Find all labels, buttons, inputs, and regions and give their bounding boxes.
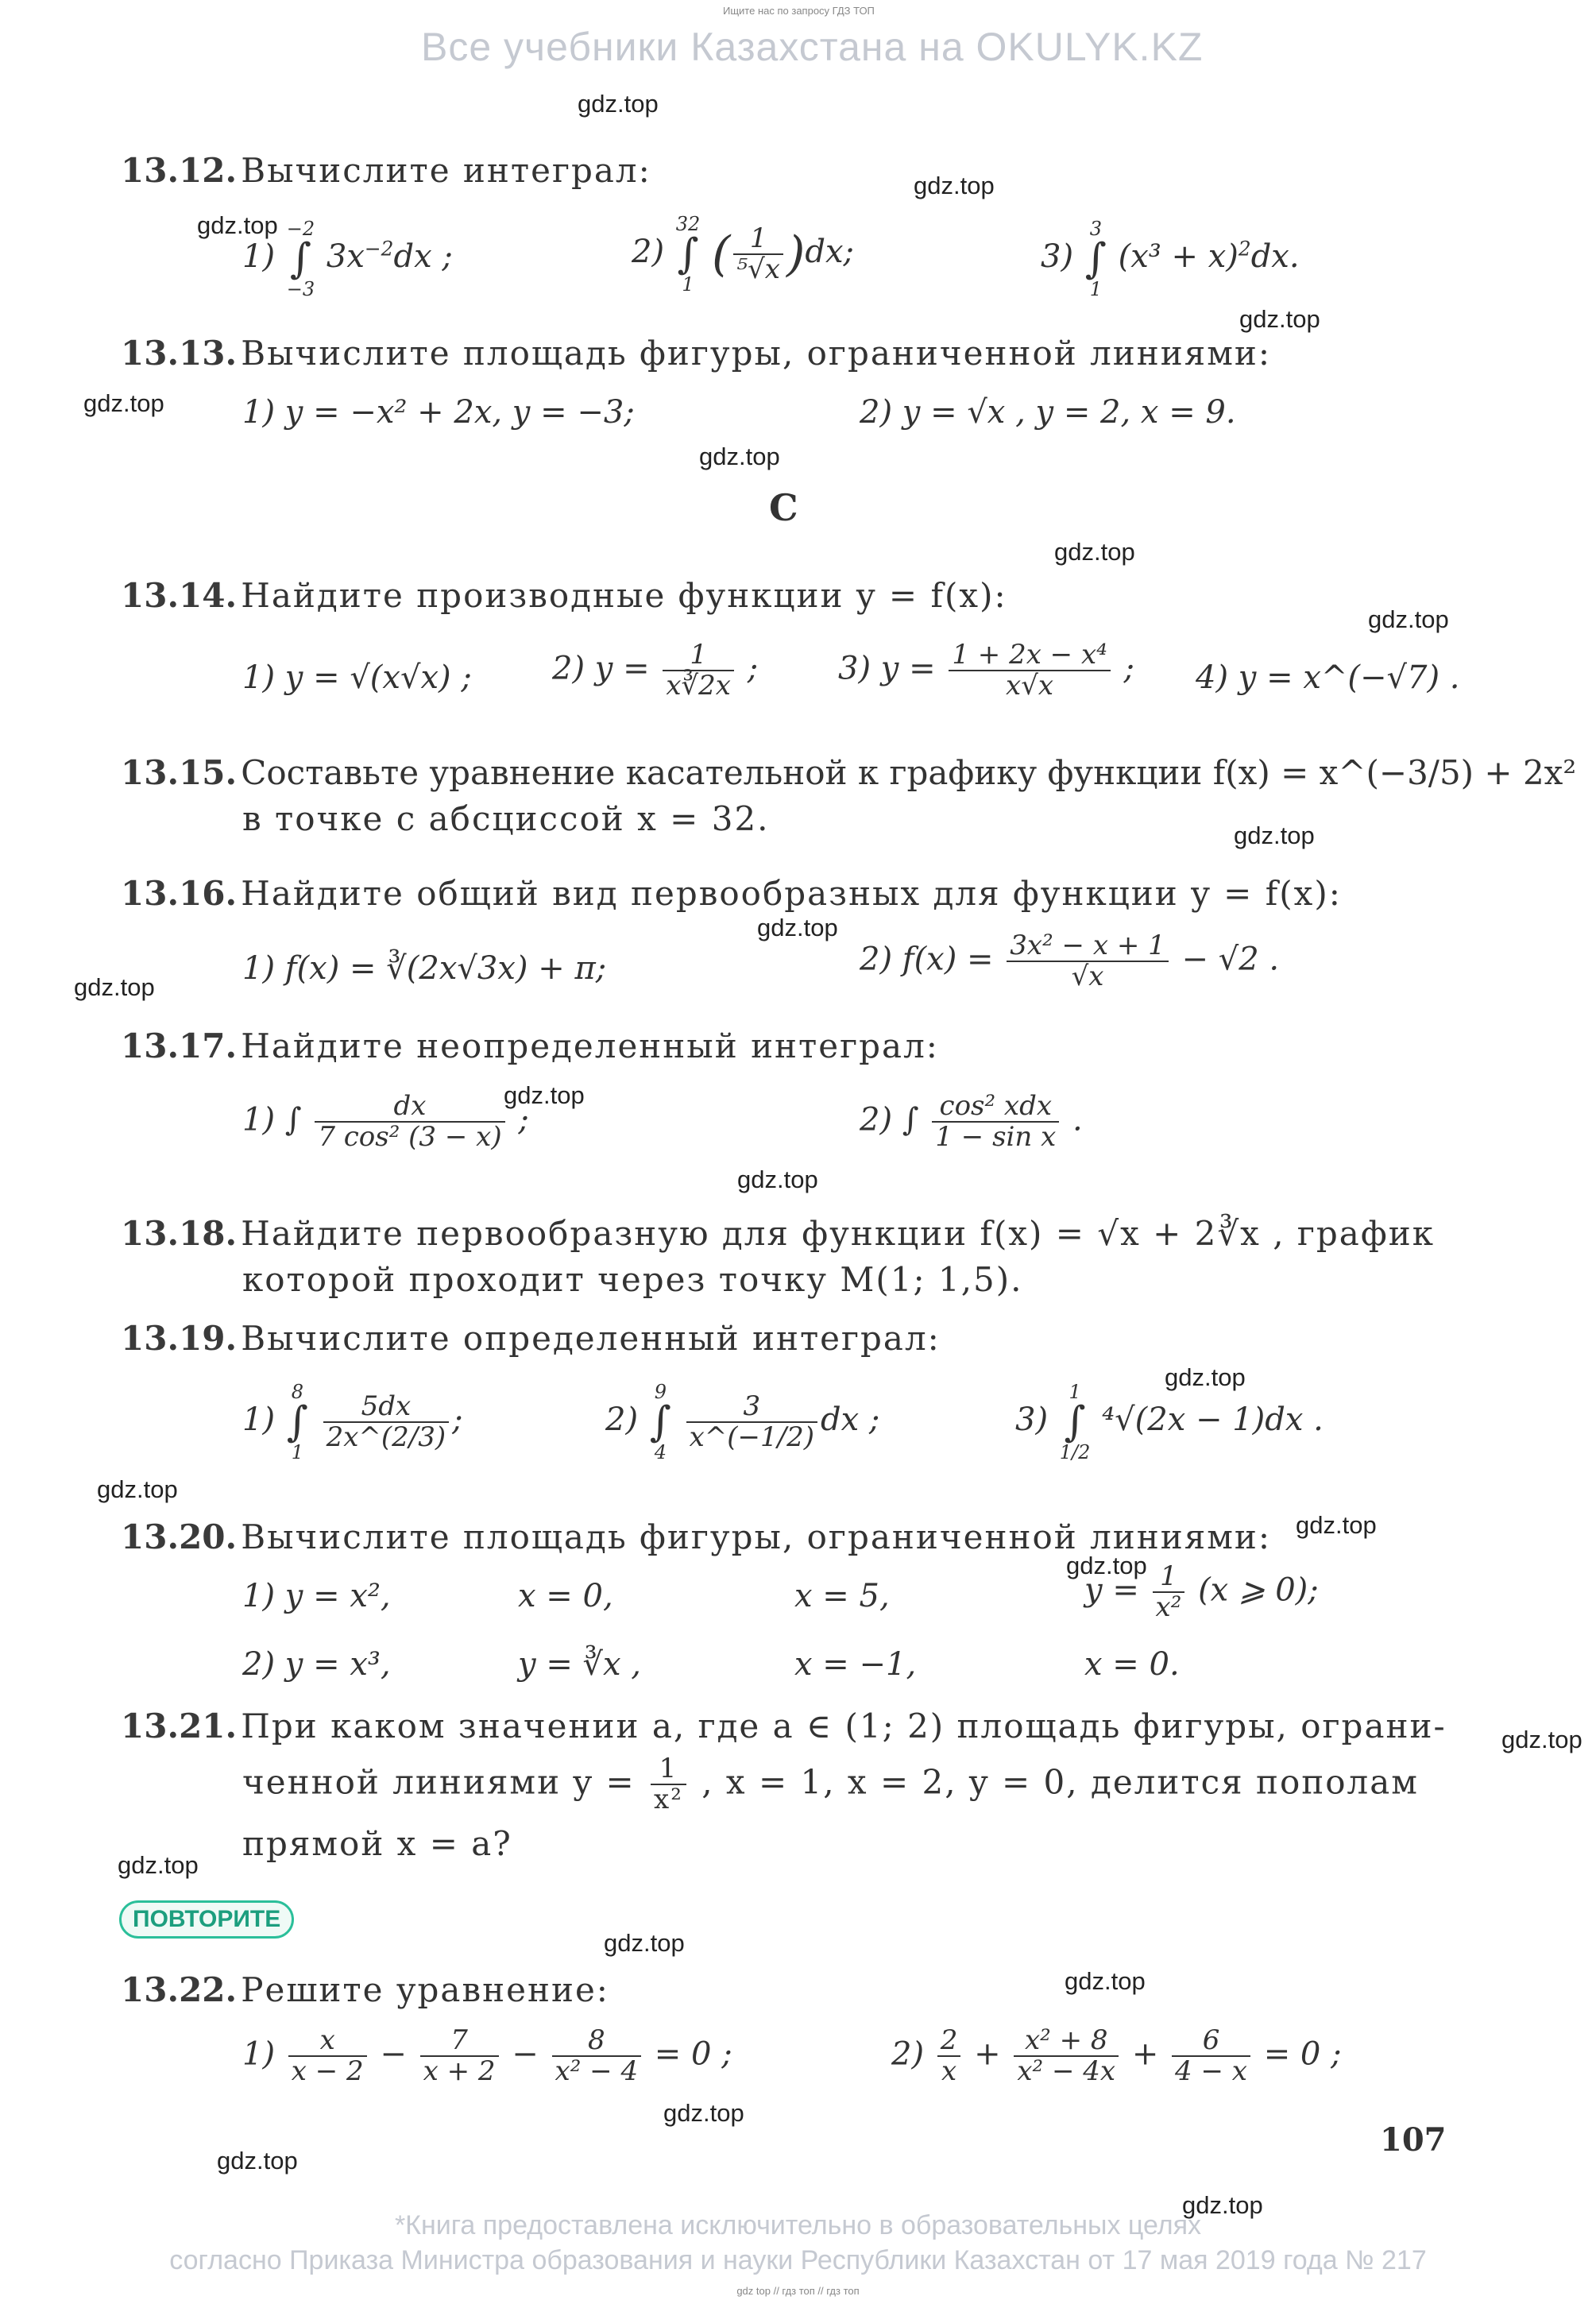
- fraction: $\frac{3}{x\^{}(-1/2)}$: [686, 1392, 817, 1453]
- problem-number: 13.19.: [121, 1319, 238, 1358]
- problem-title: Найдите общий вид первообразных для функции y = f(x):: [241, 874, 1342, 913]
- problem-13-18: [121, 1214, 1435, 1253]
- problem-13-17: [121, 1026, 939, 1065]
- problem-number: 13.15.: [121, 753, 238, 792]
- problem-text: Составьте уравнение касательной к графику функции f(x) = x^(−3/5) + 2x²: [241, 753, 1577, 792]
- footer-line2: согласно Приказа Министра образования и науки Республики Казахстан от 17 мая 2019 года № 217: [169, 2245, 1427, 2275]
- watermark: gdz.top: [1296, 1511, 1377, 1539]
- fraction: $\frac{\text{cos² xdx}}{\text{1 − sin x}}$: [932, 1092, 1059, 1153]
- fraction: $\frac{1}{\text{x²}}$: [1153, 1562, 1185, 1623]
- problem-number: 13.14.: [121, 576, 238, 615]
- problem-text: Найдите первообразную для функции f(x) = √x + 2∛x , график: [241, 1214, 1435, 1253]
- footer-line1: *Книга предоставлена исключительно в образовательных целях: [394, 2210, 1202, 2240]
- watermark: gdz.top: [1239, 305, 1320, 333]
- row1-col2: x = 0,: [518, 1578, 613, 1614]
- integral-sign: 8 ∫ 1: [286, 1381, 308, 1463]
- integral-3: 3) 1 ∫ 1/2 ⁴√(2x − 1)dx .: [1015, 1381, 1324, 1463]
- fraction: $\frac{\text{x² + 8}}{\text{x² − 4x}}$: [1014, 2026, 1119, 2087]
- watermark: gdz.top: [1065, 1967, 1146, 1995]
- problem-number: 13.16.: [121, 874, 238, 913]
- watermark: gdz.top: [1054, 538, 1135, 566]
- integral-1: 1) 8 ∫ 1 $\frac{5dx}{2x\^{}(2/3)}$ ;: [242, 1381, 463, 1463]
- problem-title: Найдите производные функции y = f(x):: [241, 576, 1007, 615]
- row2-col1: 2) y = x³,: [242, 1646, 391, 1683]
- watermark: gdz.top: [737, 1166, 818, 1193]
- fraction: $\frac{dx}{\text{7 cos² (3 − x)}}$: [315, 1092, 504, 1153]
- watermark: gdz.top: [118, 1851, 199, 1879]
- integral-2: 2) 32 ∫ 1 ( $\frac{1}{\text{⁵√x}}$ )dx;: [632, 213, 855, 296]
- row1-col4: y = $\frac{1}{\text{x²}}$ (x ⩾ 0);: [1084, 1560, 1319, 1624]
- watermark: gdz.top: [1368, 605, 1449, 633]
- integral-sign: 1 ∫ 1/2: [1059, 1381, 1091, 1463]
- problem-number: 13.13.: [121, 334, 238, 373]
- row1-col1: 1) y = x²,: [242, 1578, 391, 1614]
- problem-title: Вычислите площадь фигуры, ограниченной линиями:: [241, 1517, 1272, 1556]
- problem-text-line2: ченной линиями y = $\frac{1}{\text{x²}}$ , x = 1, x = 2, y = 0, делится пополам: [242, 1753, 1419, 1816]
- watermark: gdz.top: [663, 2099, 744, 2127]
- problem-13-20: [121, 1517, 1271, 1556]
- problem-13-14: [121, 576, 1007, 615]
- page-number: 107: [1380, 2121, 1447, 2159]
- item-b: 2) ∫ $\frac{\text{cos² xdx}}{\text{1 − sin x}}$ .: [860, 1090, 1083, 1154]
- watermark: gdz.top: [74, 973, 155, 1001]
- integral-1: 1) −2 ∫ −3 $3x^{-2}dx$ ;: [242, 218, 453, 300]
- top-search-hint: Ищите нас по запросу ГДЗ ТОП: [723, 5, 875, 17]
- problem-13-22: [121, 1970, 609, 2009]
- fraction: $\frac{\text{1 + 2x − x⁴}}{x√x}$: [949, 640, 1110, 702]
- fraction: $\frac{1}{\text{x²}}$: [651, 1754, 686, 1815]
- integral-3: 3) 3 ∫ 1 $(x^3 + x)^2dx$.: [1041, 218, 1300, 300]
- problem-text-line3: прямой x = a?: [242, 1824, 512, 1863]
- item-b: 2) y = √x , y = 2, x = 9.: [860, 394, 1236, 431]
- problem-title: Решите уравнение:: [241, 1970, 609, 2009]
- equation-2: 2) $\frac{2}{x}$ + $\frac{\text{x² + 8}}{\text{x² − 4x}}$ + $\frac{6}{4 - x}$ = 0 ;: [891, 2024, 1342, 2088]
- problem-13-15: [121, 753, 1576, 792]
- problem-number: 13.20.: [121, 1517, 238, 1556]
- row1-col3: x = 5,: [794, 1578, 890, 1614]
- problem-number: 13.22.: [121, 1970, 238, 2009]
- watermark: gdz.top: [757, 914, 838, 941]
- problem-number: 13.17.: [121, 1026, 238, 1065]
- watermark: gdz.top: [1165, 1363, 1246, 1391]
- watermark: gdz.top: [97, 1475, 178, 1503]
- problem-title: Вычислите площадь фигуры, ограниченной линиями:: [241, 334, 1272, 373]
- problem-text: При каком значении a, где a ∈ (1; 2) площадь фигуры, ограни-: [241, 1707, 1447, 1745]
- fraction: $\frac{6}{4 - x}$: [1172, 2026, 1250, 2087]
- integral-sign: −2 ∫ −3: [286, 218, 315, 300]
- fraction: $\frac{\text{3x² − x + 1}}{√x}$: [1007, 931, 1168, 992]
- item-a: 1) f(x) = ∛(2x√3x) + π;: [242, 950, 607, 987]
- footer-tiny: gdz top // гдз топ // гдз топ: [736, 2285, 860, 2297]
- fraction: $\frac{5dx}{2x\^{}(2/3)}$: [323, 1392, 450, 1453]
- fraction: $\frac{2}{x}$: [937, 2026, 961, 2087]
- item-a: 1) ∫ $\frac{dx}{\text{7 cos² (3 − x)}}$ ;: [242, 1090, 529, 1154]
- problem-13-21: [121, 1707, 1447, 1745]
- problem-title: Вычислите интеграл:: [241, 151, 651, 190]
- row2-col4: x = 0.: [1084, 1646, 1180, 1683]
- fraction: $\frac{x}{x - 2}$: [288, 2026, 367, 2087]
- integral-sign: 32 ∫ 1: [675, 213, 701, 296]
- item-label: 3): [1041, 238, 1074, 275]
- repeat-badge: ПОВТОРИТЕ: [119, 1900, 294, 1939]
- item-label: 1): [242, 238, 276, 275]
- watermark: gdz.top: [1234, 821, 1315, 849]
- watermark: gdz.top: [217, 2147, 298, 2174]
- integral-2: 2) 9 ∫ 4 $\frac{3}{x\^{}(-1/2)}$ dx ;: [605, 1381, 880, 1463]
- problem-13-12: [121, 151, 651, 190]
- watermark: gdz.top: [604, 1929, 685, 1957]
- watermark: gdz.top: [504, 1081, 585, 1109]
- fraction: $\frac{7}{x + 2}$: [420, 2026, 499, 2087]
- watermark: gdz.top: [699, 443, 780, 470]
- problem-13-19: [121, 1319, 941, 1358]
- watermark: gdz.top: [83, 389, 164, 417]
- watermark: gdz.top: [197, 211, 278, 239]
- watermark: gdz.top: [578, 90, 659, 118]
- fraction: $\frac{8}{\text{x² − 4}}$: [552, 2026, 642, 2087]
- watermark: gdz.top: [1182, 2191, 1263, 2219]
- problem-number: 13.12.: [121, 151, 238, 190]
- site-title: Все учебники Казахстана на OKULYK.KZ: [421, 25, 1204, 69]
- problem-title: Найдите неопределенный интеграл:: [241, 1026, 939, 1065]
- item-a: 1) y = −x² + 2x, y = −3;: [242, 394, 635, 431]
- item-d: 4) y = x^(−√7) .: [1196, 659, 1460, 696]
- row2-col3: x = −1,: [794, 1646, 917, 1683]
- watermark: gdz.top: [914, 172, 995, 199]
- row2-col2: y = ∛x ,: [518, 1646, 642, 1683]
- problem-title: Вычислите определенный интеграл:: [241, 1319, 941, 1358]
- section-c-heading: С: [769, 486, 798, 529]
- problem-text-line2: в точке с абсциссой x = 32.: [242, 799, 770, 838]
- problem-13-16: [121, 874, 1342, 913]
- item-c: 3) y = $\frac{\text{1 + 2x − x⁴}}{x√x}$ ;: [838, 639, 1134, 702]
- problem-13-13: [121, 334, 1271, 373]
- watermark: gdz.top: [1066, 1552, 1147, 1579]
- item-label: 2): [632, 234, 665, 270]
- fraction: $\frac{1}{x∛2x}$: [663, 640, 734, 702]
- problem-number: 13.18.: [121, 1214, 238, 1253]
- problem-number: 13.21.: [121, 1707, 238, 1745]
- fraction: $\frac{1}{\text{⁵√x}}$: [733, 224, 783, 285]
- integral-sign: 9 ∫ 4: [649, 1381, 671, 1463]
- item-b: 2) y = $\frac{1}{x∛2x}$ ;: [552, 639, 759, 702]
- equation-1: 1) $\frac{x}{x - 2}$ − $\frac{7}{x + 2}$ − $\frac{8}{\text{x² − 4}}$ = 0 ;: [242, 2024, 732, 2088]
- item-a: 1) y = √(x√x) ;: [242, 659, 472, 696]
- integral-sign: 3 ∫ 1: [1084, 218, 1107, 300]
- item-b: 2) f(x) = $\frac{\text{3x² − x + 1}}{√x}$ − √2 .: [860, 930, 1280, 993]
- watermark: gdz.top: [1501, 1726, 1582, 1753]
- problem-text-line2: которой проходит через точку M(1; 1,5).: [242, 1260, 1023, 1299]
